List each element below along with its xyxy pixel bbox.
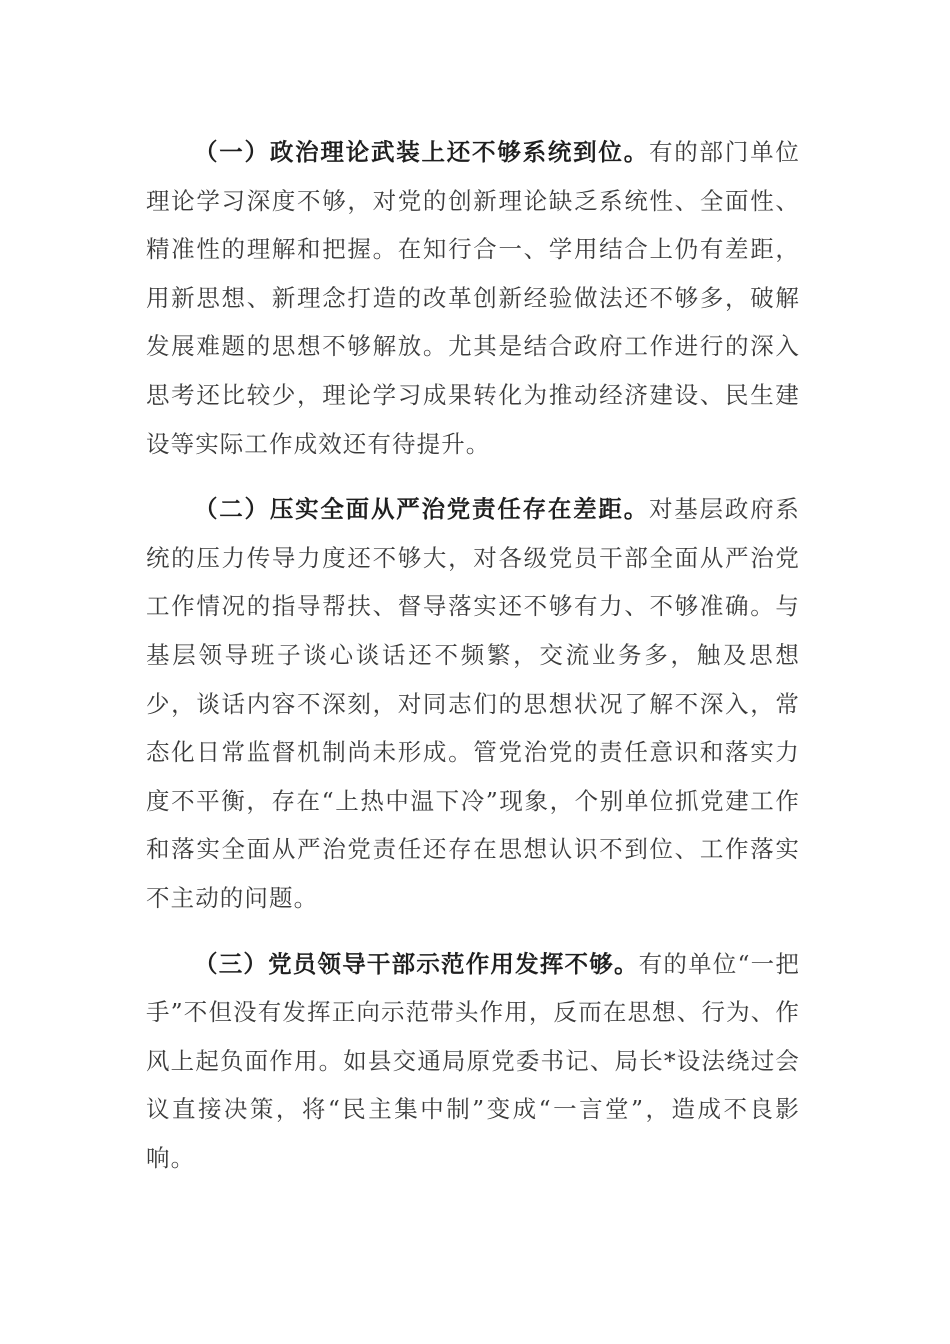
paragraph-3-heading: （三）党员领导干部示范作用发挥不够。	[194, 949, 639, 978]
paragraph-2-body: 对基层政府系统的压力传导力度还不够大，对各级党员干部全面从严治党工作情况的指导帮扶、督导落实还不够有力、不够准确。与基层领导班子谈心谈话还不频繁，交流业务多，触及思想少，谈话内容不深刻，对同志们的思想状况了解不深入，常态化日常监督机制尚未形成。管党治党的责任意识和落实力度不平衡，存在“上热中温下冷”现象，个别单位抓党建工作和落实全面从严治党责任还存在思想认识不到位、工作落实不主动的问题。	[146, 495, 800, 912]
paragraph-1	[146, 128, 800, 468]
paragraph-2	[146, 485, 800, 922]
paragraph-1-body: 有的部门单位理论学习深度不够，对党的创新理论缺乏系统性、全面性、精准性的理解和把握。在知行合一、学用结合上仍有差距，用新思想、新理念打造的改革创新经验做法还不够多，破解发展难题的思想不够解放。尤其是结合政府工作进行的深入思考还比较少，理论学习成果转化为推动经济建设、民生建设等实际工作成效还有待提升。	[146, 138, 800, 458]
paragraph-1-heading: （一）政治理论武装上还不够系统到位。	[194, 138, 649, 166]
paragraph-3	[146, 940, 800, 1183]
paragraph-2-heading: （二）压实全面从严治党责任存在差距。	[194, 495, 649, 524]
paragraph-3-body: 有的单位“一把手”不但没有发挥正向示范带头作用，反而在思想、行为、作风上起负面作用。如县交通局原党委书记、局长*设法绕过会议直接决策，将“民主集中制”变成“一言堂”，造成不良影响。	[146, 949, 800, 1172]
document-page	[146, 128, 800, 1199]
